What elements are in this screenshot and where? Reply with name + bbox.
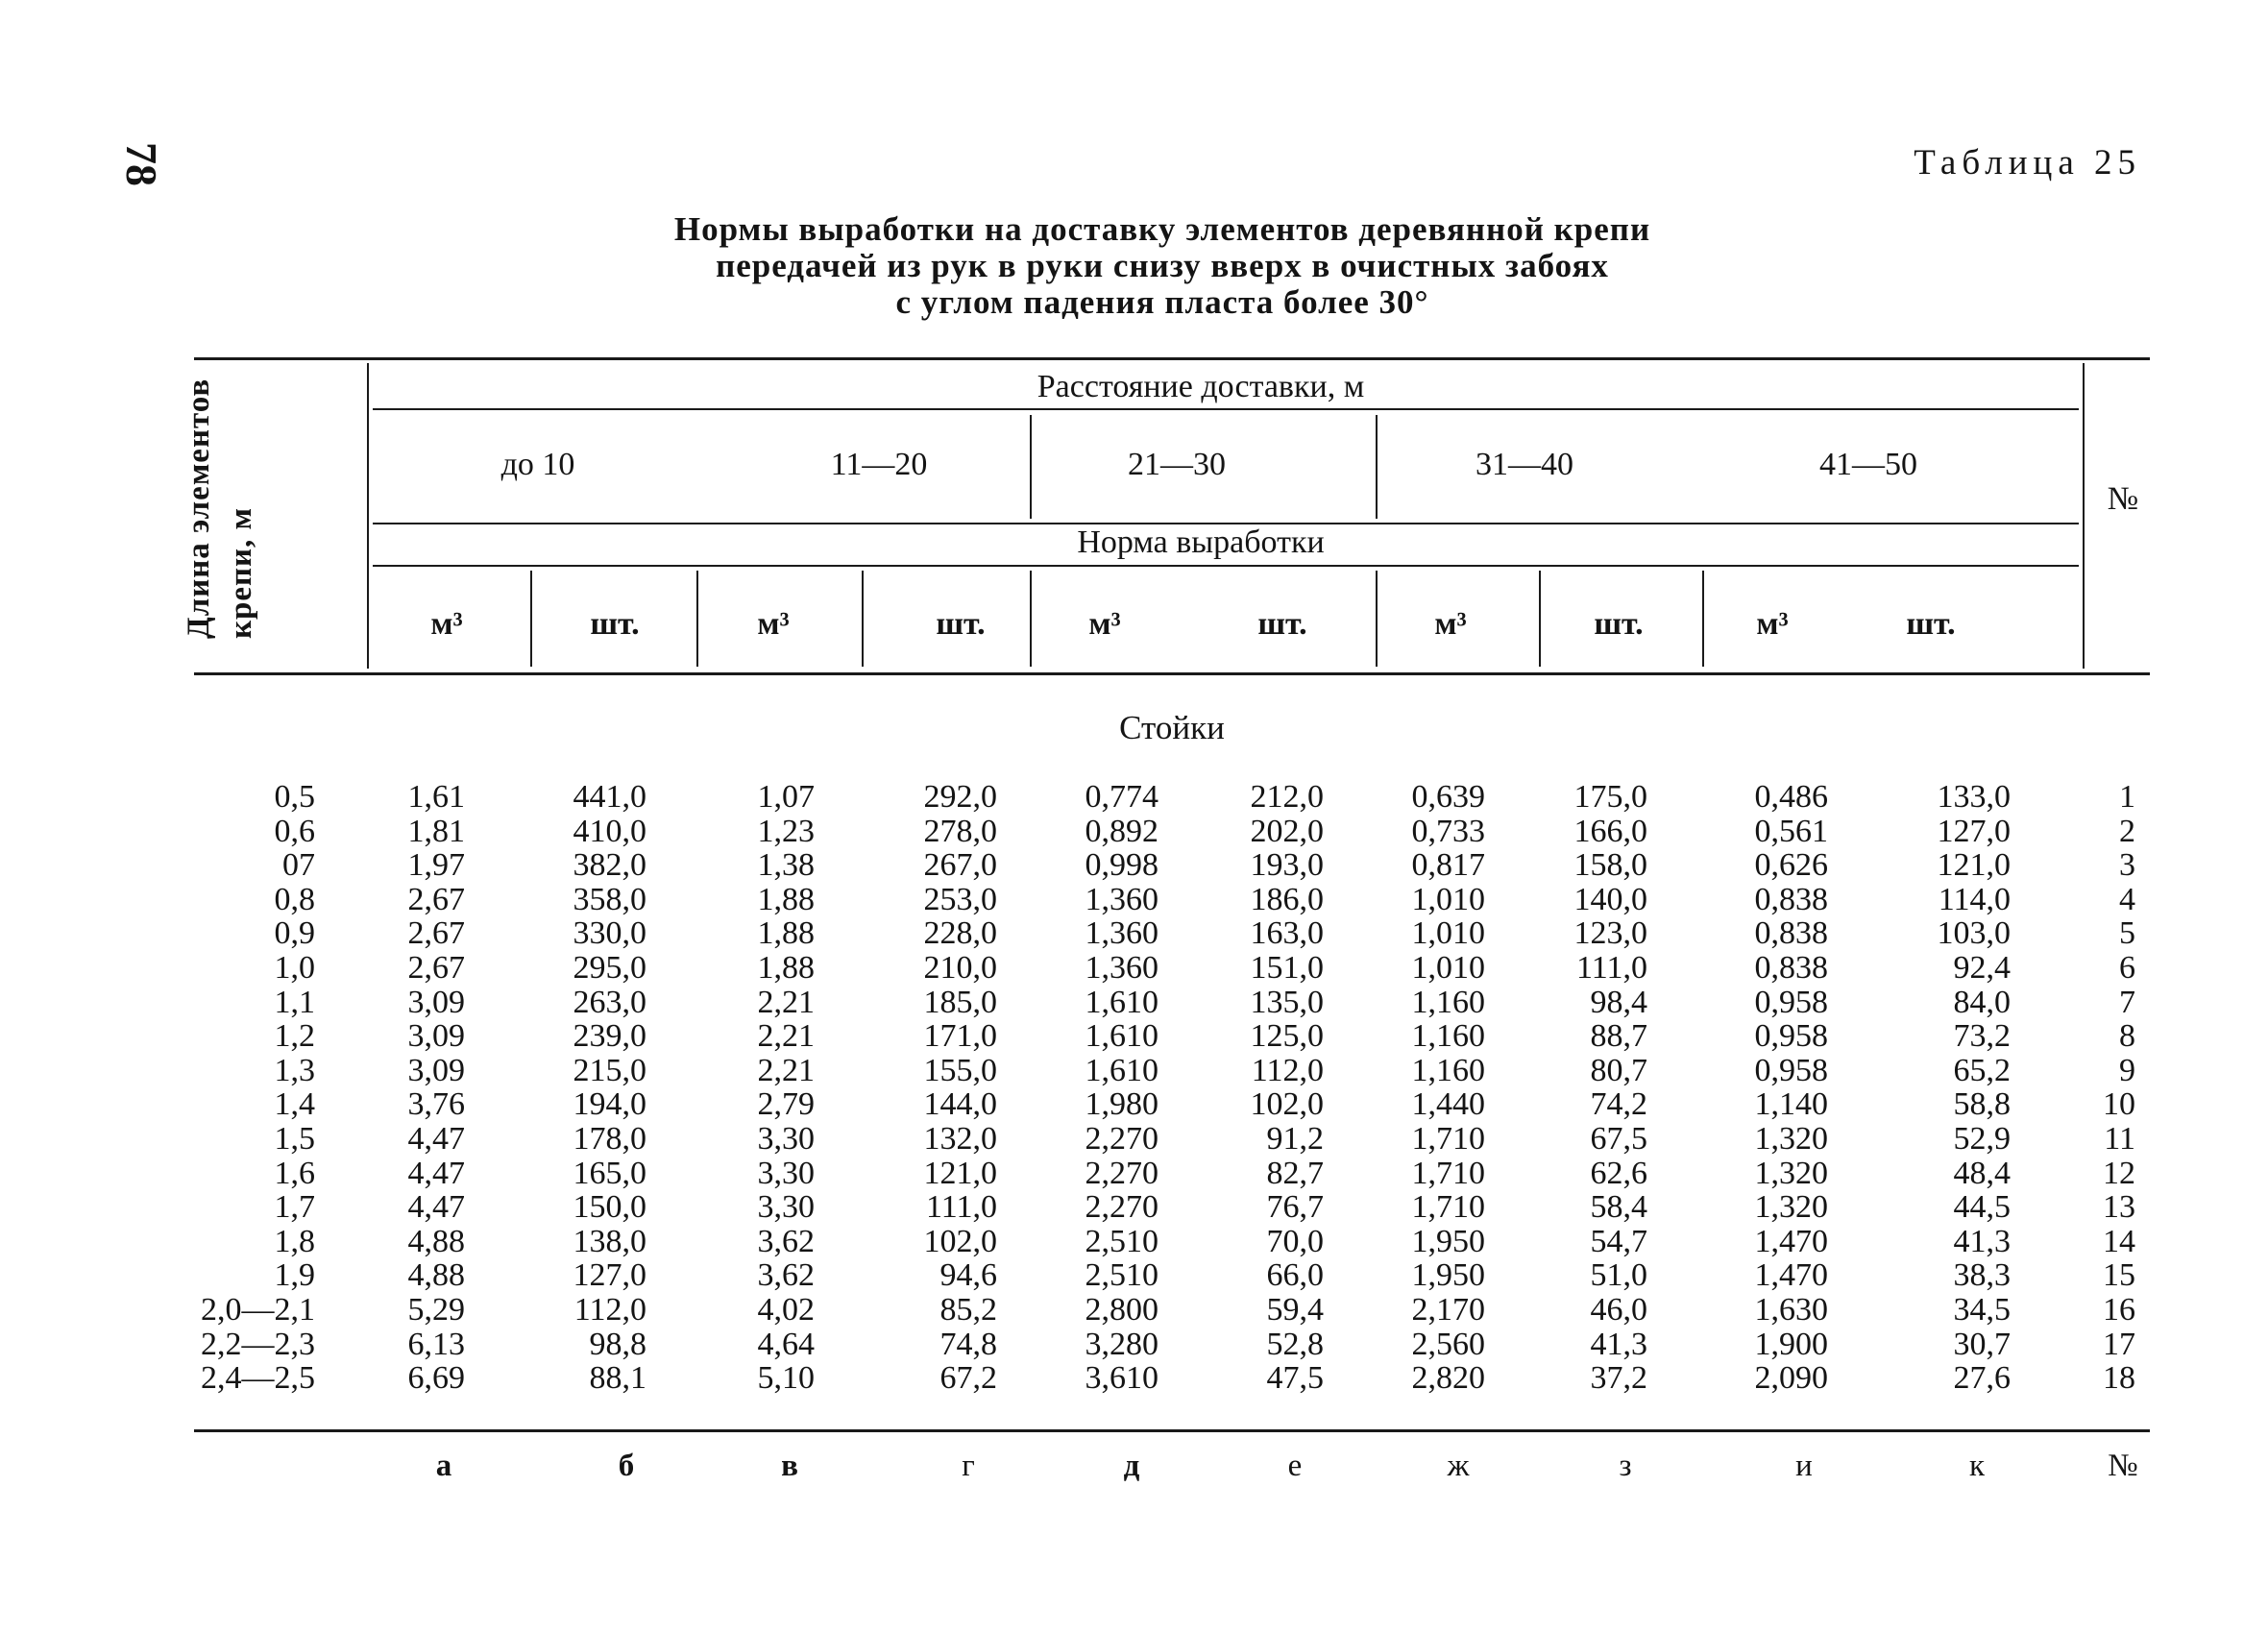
table-cell: 215,0: [573, 1052, 646, 1088]
table-cell: 4,47: [407, 1155, 465, 1191]
table-cell: 3,09: [407, 1018, 465, 1055]
table-cell: 1,710: [1411, 1120, 1485, 1157]
column-number: [2103, 780, 2135, 1396]
table-cell: 92,4: [1953, 949, 2011, 986]
table-cell: 65,2: [1953, 1052, 2011, 1088]
unit-header-b: шт.: [590, 606, 640, 642]
row-number-cell: 7: [2119, 984, 2135, 1020]
row-length-cell: 1,7: [274, 1189, 315, 1226]
table-cell: 210,0: [923, 949, 997, 986]
table-cell: 171,0: [923, 1018, 997, 1055]
footer-letter-b: б: [618, 1449, 635, 1483]
row-length-cell: 1,4: [274, 1086, 315, 1123]
table-cell: 70,0: [1266, 1223, 1324, 1259]
table-cell: 0,486: [1754, 779, 1828, 815]
row-number-cell: 9: [2119, 1052, 2135, 1088]
table-cell: 1,97: [407, 847, 465, 884]
row-length-cell: 2,4—2,5: [201, 1360, 315, 1397]
table-cell: 292,0: [923, 779, 997, 815]
range-header-2: 11—20: [830, 447, 928, 482]
table-cell: 127,0: [1937, 813, 2011, 849]
range-header-3: 21—30: [1128, 447, 1226, 482]
table-cell: 30,7: [1953, 1326, 2011, 1362]
table-cell: 0,892: [1085, 813, 1158, 849]
column-g: [1412, 780, 1486, 1396]
section-title: Стойки: [1119, 709, 1225, 746]
row-length-cell: 1,0: [274, 949, 315, 986]
row-number-cell: 3: [2119, 847, 2135, 884]
vline-unit-5: [1376, 571, 1378, 667]
table-cell: 4,88: [407, 1223, 465, 1259]
table-cell: 228,0: [923, 915, 997, 952]
vline-range-2-3: [1030, 415, 1032, 519]
table-cell: 52,9: [1953, 1120, 2011, 1157]
table-cell: 121,0: [1937, 847, 2011, 884]
table-cell: 91,2: [1266, 1120, 1324, 1157]
table-cell: 1,710: [1411, 1189, 1485, 1226]
table-cell: 1,440: [1411, 1086, 1485, 1123]
table-cell: 4,64: [757, 1326, 815, 1362]
column-i: [1755, 780, 1829, 1396]
table-cell: 186,0: [1250, 881, 1324, 917]
table-cell: 193,0: [1250, 847, 1324, 884]
row-number-cell: 10: [2103, 1086, 2135, 1123]
table-cell: 2,270: [1085, 1155, 1158, 1191]
table-cell: 1,470: [1754, 1257, 1828, 1294]
row-number-cell: 2: [2119, 813, 2135, 849]
table-cell: 3,76: [407, 1086, 465, 1123]
table-cell: 1,630: [1754, 1291, 1828, 1328]
table-cell: 2,090: [1754, 1360, 1828, 1397]
table-cell: 41,3: [1590, 1326, 1647, 1362]
table-cell: 0,838: [1754, 915, 1828, 952]
footer-letter-e: д: [1123, 1449, 1140, 1483]
table-cell: 82,7: [1266, 1155, 1324, 1191]
vline-unit-4: [1030, 571, 1032, 667]
row-number-cell: 11: [2104, 1120, 2135, 1157]
unit-header-i: м³: [1756, 606, 1789, 642]
table-cell: 158,0: [1573, 847, 1647, 884]
table-cell: 76,7: [1266, 1189, 1324, 1226]
table-cell: 88,1: [589, 1360, 646, 1397]
table-cell: 0,958: [1754, 1018, 1828, 1055]
row-number-cell: 18: [2103, 1360, 2135, 1397]
row-number-cell: 14: [2103, 1223, 2135, 1259]
column-length: [201, 780, 315, 1396]
table-cell: 74,8: [939, 1326, 997, 1362]
row-number-cell: 15: [2103, 1257, 2135, 1294]
table-cell: 1,360: [1085, 881, 1158, 917]
title-line-2: передачей из рук в руки снизу вверх в очистных забоях: [716, 247, 1609, 284]
row-length-cell: 0,6: [274, 813, 315, 849]
table-cell: 111,0: [926, 1189, 997, 1226]
top-rule: [194, 357, 2150, 360]
table-cell: 84,0: [1953, 984, 2011, 1020]
table-cell: 112,0: [1251, 1052, 1324, 1088]
row-length-cell: 0,8: [274, 881, 315, 917]
table-cell: 2,800: [1085, 1291, 1158, 1328]
table-cell: 6,13: [407, 1326, 465, 1362]
range-header-5: 41—50: [1819, 447, 1917, 482]
row-header-line-1: Длина элементов: [182, 378, 216, 639]
table-cell: 111,0: [1576, 949, 1647, 986]
row-number-cell: 6: [2119, 949, 2135, 986]
column-c: [758, 780, 816, 1396]
unit-header-c: м³: [757, 606, 790, 642]
row-header-line-2: крепи, м: [224, 506, 258, 639]
table-cell: 278,0: [923, 813, 997, 849]
table-cell: 47,5: [1266, 1360, 1324, 1397]
row-length-cell: 2,2—2,3: [201, 1326, 315, 1362]
table-cell: 74,2: [1590, 1086, 1647, 1123]
vline-left: [367, 363, 369, 669]
table-cell: 123,0: [1573, 915, 1647, 952]
row-length-cell: 1,1: [274, 984, 315, 1020]
row-length-cell: 1,8: [274, 1223, 315, 1259]
table-cell: 102,0: [1250, 1086, 1324, 1123]
row-number-cell: 4: [2119, 881, 2135, 917]
table-cell: 88,7: [1590, 1018, 1647, 1055]
footer-number: №: [2108, 1449, 2138, 1483]
table-cell: 112,0: [573, 1291, 646, 1328]
table-cell: 1,88: [757, 881, 815, 917]
unit-header-k: шт.: [1906, 606, 1956, 642]
footer-letter-k: к: [1968, 1449, 1986, 1483]
column-k: [1938, 780, 2012, 1396]
table-cell: 0,838: [1754, 881, 1828, 917]
table-cell: 98,4: [1590, 984, 1647, 1020]
table-cell: 0,774: [1085, 779, 1158, 815]
table-cell: 4,47: [407, 1120, 465, 1157]
row-length-cell: 0,9: [274, 915, 315, 952]
table-cell: 185,0: [923, 984, 997, 1020]
table-cell: 80,7: [1590, 1052, 1647, 1088]
table-cell: 51,0: [1590, 1257, 1647, 1294]
table-cell: 1,610: [1085, 1018, 1158, 1055]
table-cell: 0,958: [1754, 1052, 1828, 1088]
table-cell: 165,0: [573, 1155, 646, 1191]
vline-unit-2: [696, 571, 698, 667]
table-cell: 67,2: [939, 1360, 997, 1397]
table-cell: 3,09: [407, 1052, 465, 1088]
table-cell: 3,30: [757, 1189, 815, 1226]
table-cell: 1,610: [1085, 1052, 1158, 1088]
table-cell: 382,0: [573, 847, 646, 884]
table-cell: 2,21: [757, 984, 815, 1020]
vline-unit-6: [1539, 571, 1541, 667]
table-cell: 2,67: [407, 881, 465, 917]
table-cell: 2,21: [757, 1018, 815, 1055]
table-cell: 0,838: [1754, 949, 1828, 986]
table-cell: 1,61: [407, 779, 465, 815]
row-number-cell: 8: [2119, 1018, 2135, 1055]
table-cell: 62,6: [1590, 1155, 1647, 1191]
table-cell: 67,5: [1590, 1120, 1647, 1157]
footer-letter-i: и: [1795, 1449, 1813, 1483]
row-header: [178, 341, 283, 639]
table-cell: 41,3: [1953, 1223, 2011, 1259]
table-cell: 0,561: [1754, 813, 1828, 849]
row-number-cell: 1: [2119, 779, 2135, 815]
footer-letter-d: г: [962, 1449, 975, 1483]
column-h: [1574, 780, 1648, 1396]
table-cell: 1,88: [757, 949, 815, 986]
table-cell: 66,0: [1266, 1257, 1324, 1294]
row-length-cell: 07: [282, 847, 315, 884]
unit-header-f: шт.: [1257, 606, 1307, 642]
vline-unit-3: [862, 571, 864, 667]
table-cell: 58,8: [1953, 1086, 2011, 1123]
table-cell: 0,998: [1085, 847, 1158, 884]
table-cell: 135,0: [1250, 984, 1324, 1020]
unit-header-a: м³: [430, 606, 463, 642]
table-cell: 2,510: [1085, 1257, 1158, 1294]
table-cell: 4,02: [757, 1291, 815, 1328]
table-cell: 3,280: [1085, 1326, 1158, 1362]
vline-unit-1: [530, 571, 532, 667]
footer-letter-a: а: [435, 1449, 452, 1483]
table-cell: 58,4: [1590, 1189, 1647, 1226]
footer-letter-h: з: [1619, 1449, 1632, 1483]
table-cell: 163,0: [1250, 915, 1324, 952]
row-length-cell: 1,2: [274, 1018, 315, 1055]
table-cell: 127,0: [573, 1257, 646, 1294]
table-cell: 1,010: [1411, 949, 1485, 986]
table-title: [538, 211, 1787, 321]
unit-header-g: м³: [1434, 606, 1467, 642]
table-cell: 1,950: [1411, 1257, 1485, 1294]
table-cell: 1,160: [1411, 984, 1485, 1020]
number-header: №: [2107, 481, 2139, 517]
table-cell: 1,710: [1411, 1155, 1485, 1191]
table-cell: 44,5: [1953, 1189, 2011, 1226]
table-cell: 1,360: [1085, 949, 1158, 986]
table-cell: 155,0: [923, 1052, 997, 1088]
title-line-1: Нормы выработки на доставку элементов деревянной крепи: [673, 210, 1651, 248]
vline-range-3-4: [1376, 415, 1378, 519]
table-cell: 0,626: [1754, 847, 1828, 884]
footer-letter-f: е: [1287, 1449, 1303, 1483]
column-a: [408, 780, 466, 1396]
table-cell: 2,270: [1085, 1189, 1158, 1226]
row-number-cell: 5: [2119, 915, 2135, 952]
column-f: [1251, 780, 1325, 1396]
table-cell: 1,38: [757, 847, 815, 884]
table-cell: 48,4: [1953, 1155, 2011, 1191]
table-cell: 1,140: [1754, 1086, 1828, 1123]
row-number-cell: 16: [2103, 1291, 2135, 1328]
table-cell: 358,0: [573, 881, 646, 917]
hline-rate-bottom: [373, 565, 2079, 567]
table-cell: 132,0: [923, 1120, 997, 1157]
table-cell: 37,2: [1590, 1360, 1647, 1397]
table-cell: 5,29: [407, 1291, 465, 1328]
unit-header-e: м³: [1088, 606, 1121, 642]
table-cell: 295,0: [573, 949, 646, 986]
table-cell: 4,88: [407, 1257, 465, 1294]
table-cell: 1,980: [1085, 1086, 1158, 1123]
table-cell: 4,47: [407, 1189, 465, 1226]
table-cell: 166,0: [1573, 813, 1647, 849]
table-label: Таблица 25: [1914, 143, 2141, 183]
table-cell: 2,79: [757, 1086, 815, 1123]
table-cell: 3,62: [757, 1257, 815, 1294]
table-cell: 3,30: [757, 1155, 815, 1191]
table-cell: 3,610: [1085, 1360, 1158, 1397]
table-cell: 3,30: [757, 1120, 815, 1157]
row-length-cell: 1,5: [274, 1120, 315, 1157]
table-cell: 441,0: [573, 779, 646, 815]
table-cell: 94,6: [939, 1257, 997, 1294]
table-cell: 38,3: [1953, 1257, 2011, 1294]
distance-header: Расстояние доставки, м: [1036, 369, 1365, 404]
row-length-cell: 1,6: [274, 1155, 315, 1191]
column-d: [924, 780, 998, 1396]
table-cell: 85,2: [939, 1291, 997, 1328]
table-cell: 34,5: [1953, 1291, 2011, 1328]
table-cell: 178,0: [573, 1120, 646, 1157]
row-number-cell: 17: [2103, 1326, 2135, 1362]
table-cell: 0,958: [1754, 984, 1828, 1020]
table-cell: 2,67: [407, 949, 465, 986]
table-cell: 1,160: [1411, 1052, 1485, 1088]
table-cell: 1,88: [757, 915, 815, 952]
vline-unit-7: [1702, 571, 1704, 667]
row-number-cell: 12: [2103, 1155, 2135, 1191]
bottom-rule: [194, 1429, 2150, 1432]
table-cell: 2,67: [407, 915, 465, 952]
table-cell: 253,0: [923, 881, 997, 917]
table-cell: 1,010: [1411, 881, 1485, 917]
table-cell: 2,270: [1085, 1120, 1158, 1157]
table-cell: 46,0: [1590, 1291, 1647, 1328]
table-cell: 1,010: [1411, 915, 1485, 952]
row-number-cell: 13: [2103, 1189, 2135, 1226]
table-cell: 175,0: [1573, 779, 1647, 815]
table-cell: 1,160: [1411, 1018, 1485, 1055]
table-cell: 73,2: [1953, 1018, 2011, 1055]
table-cell: 59,4: [1266, 1291, 1324, 1328]
table-cell: 2,820: [1411, 1360, 1485, 1397]
table-cell: 1,07: [757, 779, 815, 815]
table-cell: 1,470: [1754, 1223, 1828, 1259]
table-cell: 2,510: [1085, 1223, 1158, 1259]
table-cell: 194,0: [573, 1086, 646, 1123]
table-cell: 151,0: [1250, 949, 1324, 986]
table-cell: 0,733: [1411, 813, 1485, 849]
unit-header-d: шт.: [936, 606, 986, 642]
table-cell: 1,320: [1754, 1120, 1828, 1157]
table-cell: 1,320: [1754, 1155, 1828, 1191]
table-cell: 267,0: [923, 847, 997, 884]
table-cell: 1,81: [407, 813, 465, 849]
table-cell: 212,0: [1250, 779, 1324, 815]
table-cell: 239,0: [573, 1018, 646, 1055]
row-length-cell: 2,0—2,1: [201, 1291, 315, 1328]
table-cell: 202,0: [1250, 813, 1324, 849]
column-e: [1085, 780, 1159, 1396]
range-header-1: до 10: [500, 447, 575, 482]
table-cell: 1,23: [757, 813, 815, 849]
hline-distance: [373, 408, 2079, 410]
table-cell: 125,0: [1250, 1018, 1324, 1055]
table-cell: 330,0: [573, 915, 646, 952]
row-length-cell: 1,3: [274, 1052, 315, 1088]
page-number: 78: [117, 142, 166, 186]
table-cell: 3,09: [407, 984, 465, 1020]
table-cell: 1,610: [1085, 984, 1158, 1020]
title-line-3: с углом падения пласта более 30°: [895, 283, 1429, 321]
table-cell: 1,320: [1754, 1189, 1828, 1226]
footer-letter-c: в: [781, 1449, 798, 1483]
table-cell: 1,950: [1411, 1223, 1485, 1259]
unit-header-h: шт.: [1594, 606, 1644, 642]
table-cell: 0,817: [1411, 847, 1485, 884]
table-cell: 138,0: [573, 1223, 646, 1259]
rate-header: Норма выработки: [1077, 524, 1325, 560]
header-bottom-rule: [194, 672, 2150, 675]
table-cell: 0,639: [1411, 779, 1485, 815]
table-cell: 133,0: [1937, 779, 2011, 815]
table-cell: 263,0: [573, 984, 646, 1020]
table-cell: 410,0: [573, 813, 646, 849]
table-cell: 2,21: [757, 1052, 815, 1088]
table-cell: 121,0: [923, 1155, 997, 1191]
table-cell: 27,6: [1953, 1360, 2011, 1397]
table-cell: 103,0: [1937, 915, 2011, 952]
table-cell: 150,0: [573, 1189, 646, 1226]
table-cell: 5,10: [757, 1360, 815, 1397]
range-header-4: 31—40: [1475, 447, 1573, 482]
table-cell: 98,8: [589, 1326, 646, 1362]
table-cell: 52,8: [1266, 1326, 1324, 1362]
table-cell: 144,0: [923, 1086, 997, 1123]
table-cell: 1,900: [1754, 1326, 1828, 1362]
table-cell: 1,360: [1085, 915, 1158, 952]
table-cell: 6,69: [407, 1360, 465, 1397]
table-cell: 54,7: [1590, 1223, 1647, 1259]
table-cell: 3,62: [757, 1223, 815, 1259]
table-cell: 114,0: [1938, 881, 2011, 917]
vline-right: [2083, 363, 2085, 669]
column-b: [573, 780, 647, 1396]
row-length-cell: 1,9: [274, 1257, 315, 1294]
table-cell: 2,560: [1411, 1326, 1485, 1362]
table-cell: 140,0: [1573, 881, 1647, 917]
footer-letter-g: ж: [1447, 1449, 1470, 1483]
table-cell: 102,0: [923, 1223, 997, 1259]
table-cell: 2,170: [1411, 1291, 1485, 1328]
row-length-cell: 0,5: [274, 779, 315, 815]
